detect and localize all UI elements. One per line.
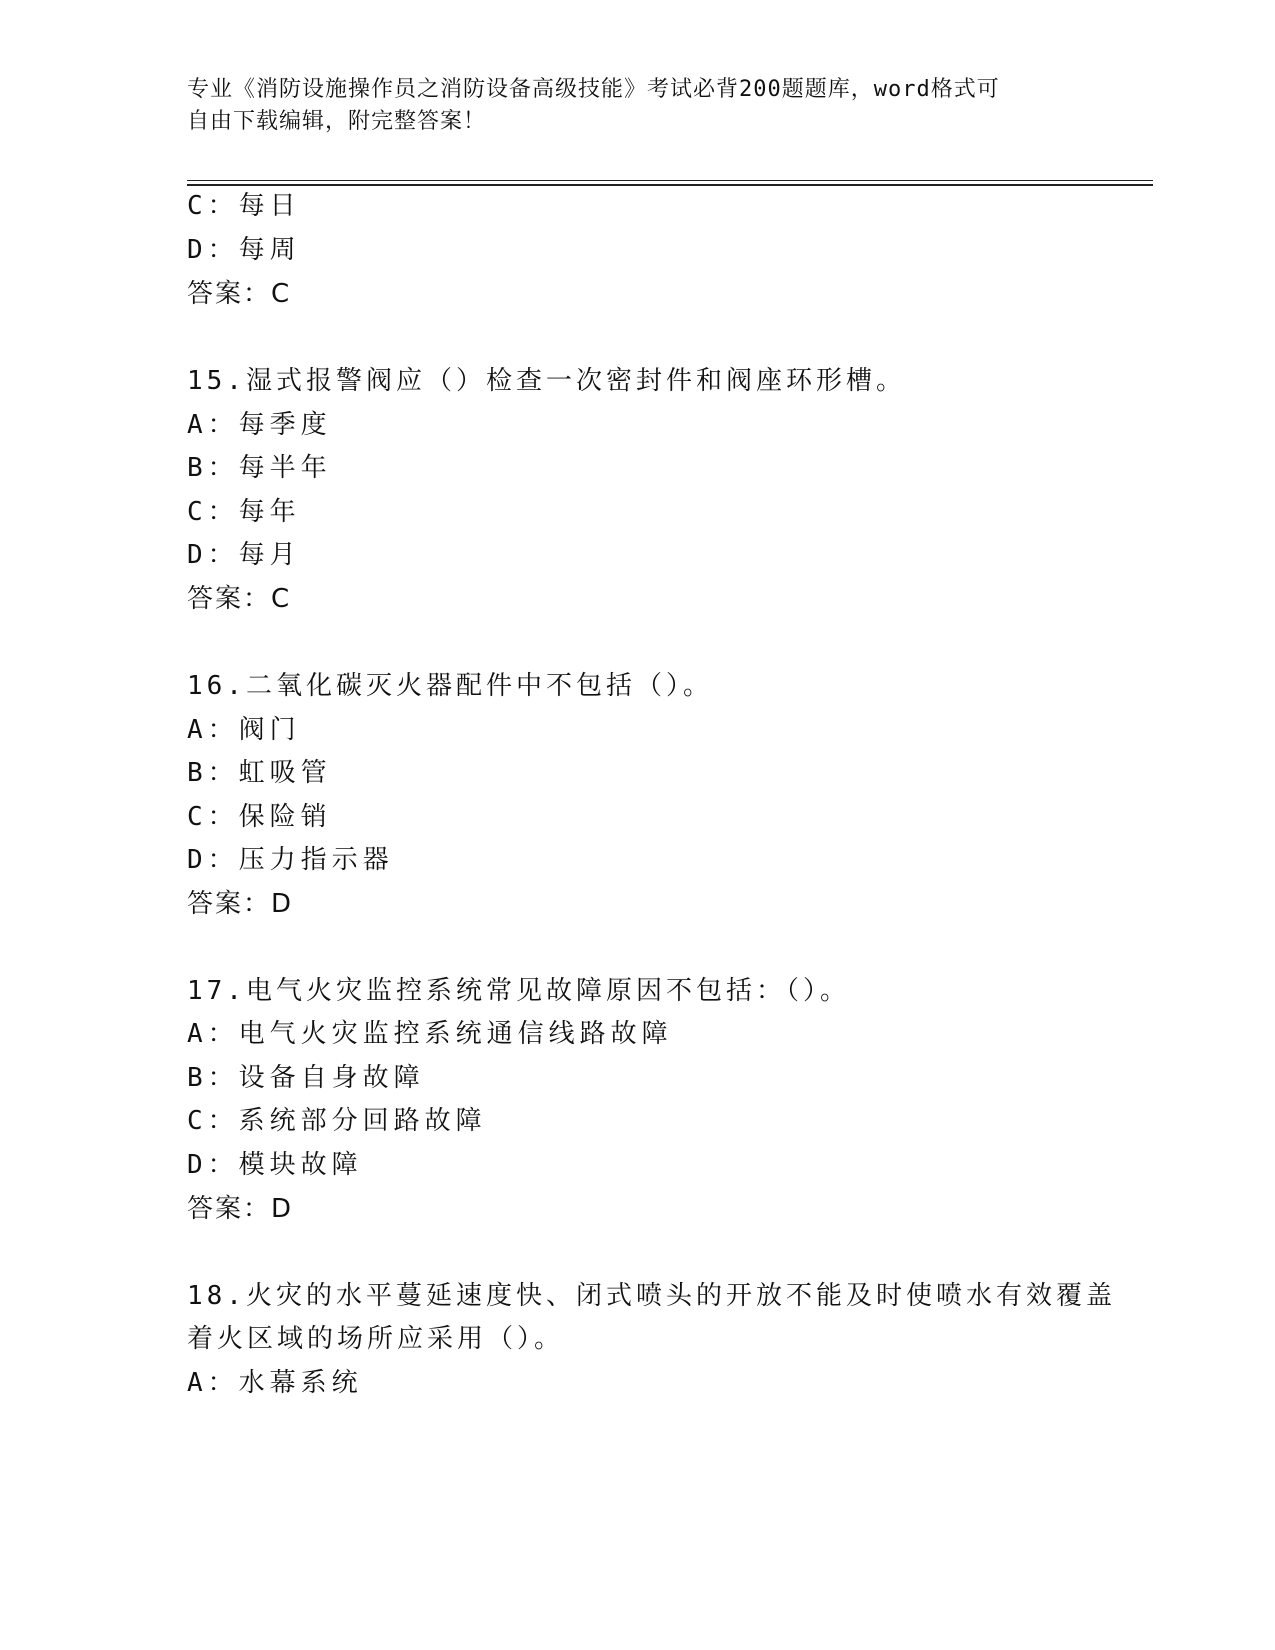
header-divider-thin [187,180,1153,181]
question-stem: 16.二氧化碳灭火器配件中不包括（）。 [187,671,713,701]
answer: 答案：D [187,1194,294,1224]
option-c: C：每日 [187,191,301,221]
answer: 答案：C [187,279,292,309]
option-d: D：每周 [187,235,301,265]
header-line-1: 专业《消防设施操作员之消防设备高级技能》考试必背200题题库，word格式可 [187,77,1000,102]
option-c: C：系统部分回路故障 [187,1106,487,1136]
option-b: B：设备自身故障 [187,1063,425,1093]
header-line-2: 自由下载编辑，附完整答案！ [187,109,487,134]
option-a: A：电气火灾监控系统通信线路故障 [187,1019,673,1049]
option-b: B：虹吸管 [187,758,332,788]
question-stem: 15.湿式报警阀应（）检查一次密封件和阀座环形槽。 [187,366,906,396]
option-d: D：压力指示器 [187,845,394,875]
option-a: A：阀门 [187,715,301,745]
option-d: D：模块故障 [187,1150,363,1180]
option-b: B：每半年 [187,453,332,483]
question-stem: 18.火灾的水平蔓延速度快、闭式喷头的开放不能及时使喷水有效覆盖 [187,1281,1116,1311]
option-c: C：每年 [187,497,301,527]
document-header [187,74,1087,138]
answer: 答案：D [187,889,294,919]
option-a: A：水幕系统 [187,1368,363,1398]
question-stem-continued: 着火区域的场所应采用（）。 [187,1324,565,1354]
option-d: D：每月 [187,540,301,570]
option-c: C：保险销 [187,802,332,832]
answer: 答案：C [187,584,292,614]
option-a: A：每季度 [187,410,332,440]
question-stem: 17.电气火灾监控系统常见故障原因不包括：（）。 [187,976,850,1006]
header-divider-thick [187,184,1153,186]
